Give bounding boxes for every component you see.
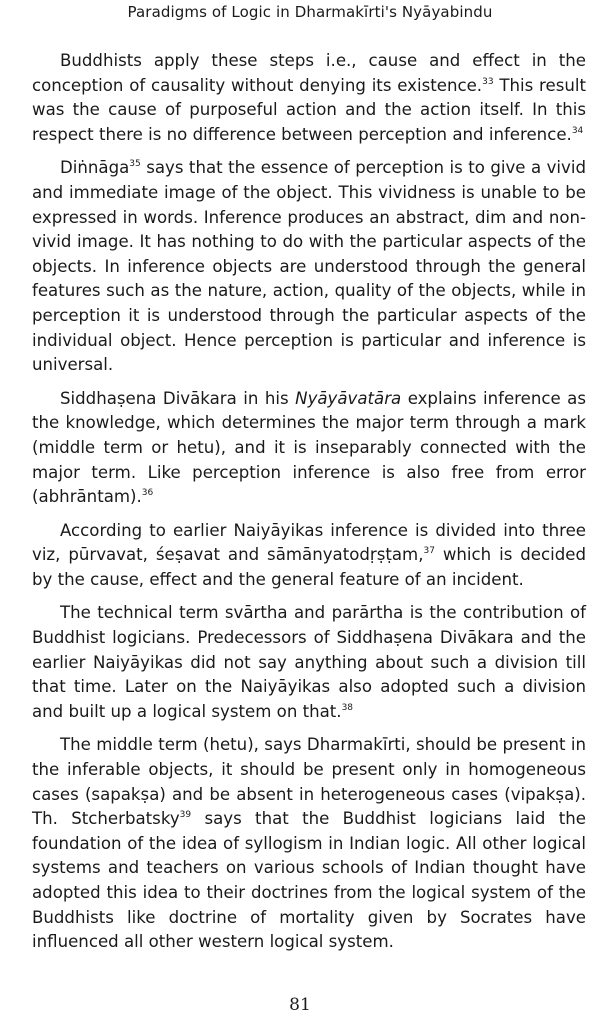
body-text <box>32 49 586 964</box>
paragraph-5 <box>32 601 586 724</box>
paragraph-6 <box>32 733 586 954</box>
text-run: Buddhists apply these steps i.e., cause and effect in the conception of causality without denying its existence. <box>32 51 586 95</box>
footnote-ref: 39 <box>179 810 192 821</box>
paragraph-3 <box>32 387 586 510</box>
text-run: says that the essence of perception is to give a vivid and immediate image of the object. This vividness is unable to be expressed in words. Inference produces an abstract, dim and non-vivid image. It has nothing to do with the particular aspects of the objects. In inference objects are understood through the general features such as the nature, action, quality of the objects, while in perception it is understood through the particular aspects of the individual object. Hence perception is particular and inference is universal. <box>32 158 586 375</box>
running-header: Paradigms of Logic in Dharmakīrti's Nyāyabindu <box>127 3 493 21</box>
paragraph-1 <box>32 49 586 147</box>
paragraph-2 <box>32 156 586 377</box>
footnote-ref: 36 <box>141 488 154 499</box>
text-run: The middle term (hetu), says Dharmakīrti, should be present in the inferable objects, it should be present only in homogeneous cases (sapakṣa) and be absent in heterogeneous cases (vipakṣa). Th. Stcherbatsky <box>32 735 586 829</box>
footnote-ref: 34 <box>571 125 584 136</box>
text-run: Diṅnāga <box>60 158 130 178</box>
footnote-ref: 33 <box>482 76 494 87</box>
footnote-ref: 38 <box>341 702 354 713</box>
footnote-ref: 35 <box>129 159 141 170</box>
footnote-ref: 37 <box>423 546 435 557</box>
text-run: says that the Buddhist logicians laid the foundation of the idea of syllogism in Indian logic. All other logical systems and teachers on various schools of Indian thought have adopted this idea to their doctrines from the logical system of the Buddhists like doctrine of mortality given by Socrates have influenced all other western logical system. <box>32 809 586 952</box>
text-run: According to earlier Naiyāyikas inference is divided into three viz, pūrvavat, śeṣavat and sāmānyatodṛṣṭam, <box>32 520 586 565</box>
text-run: This result was the cause of purposeful action and the action itself. In this respect there is no difference between perception and inference. <box>32 75 586 144</box>
italic-title: Nyāyāvatāra <box>295 388 402 408</box>
text-run: The technical term svārtha and parārtha is the contribution of Buddhist logicians. Predecessors of Siddhaṣena Divākara and the earlier Naiyāyikas did not say anything about such a division till that time. Later on the Naiyāyikas also adopted such a division and built up a logical system on that. <box>32 603 586 721</box>
page-number: 81 <box>289 995 311 1015</box>
text-run: which is decided by the cause, effect and the general feature of an incident. <box>32 545 587 589</box>
paragraph-4 <box>32 519 586 593</box>
text-run: Siddhaṣena Divākara in his <box>60 388 296 408</box>
text-run: explains inference as the knowledge, which determines the major term through a mark (middle term or hetu), and it is inseparably connected with the major term. Like perception inference is also free from error (abhrāntam). <box>32 388 586 507</box>
